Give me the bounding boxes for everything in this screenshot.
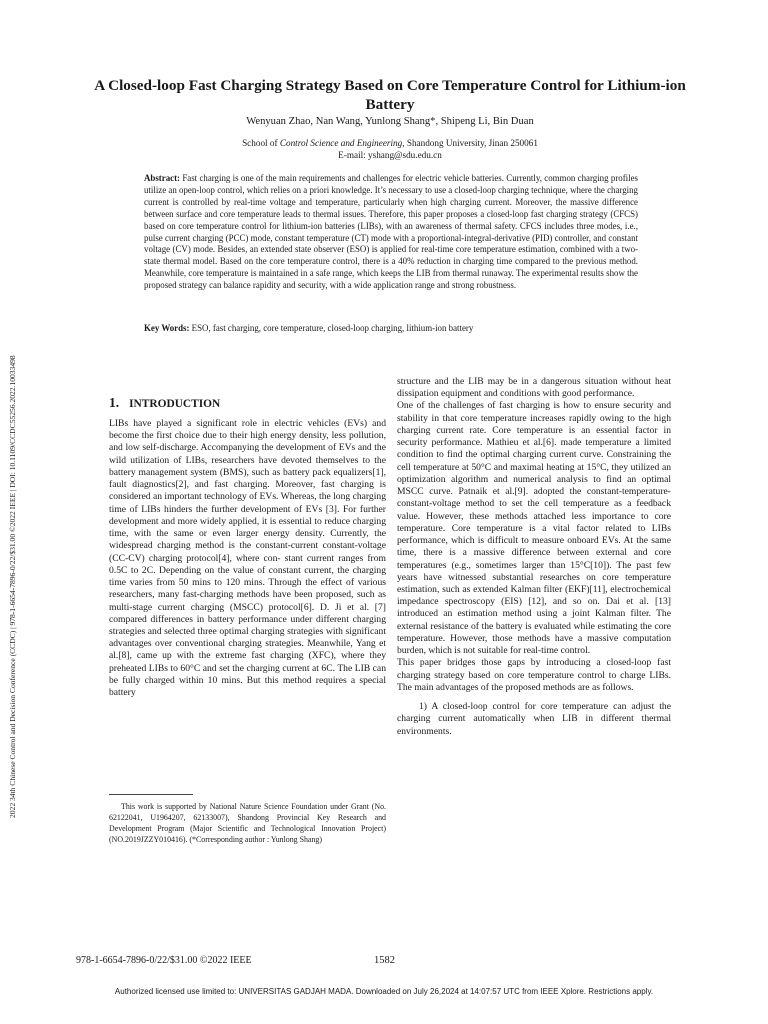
keywords: [144, 323, 638, 333]
abstract: [144, 173, 638, 292]
keywords-text: ESO, fast charging, core temperature, closed-loop charging, lithium-ion battery: [189, 323, 474, 333]
page-number: 1582: [374, 955, 395, 966]
paragraph: structure and the LIB may be in a dangerous situation without heat dissipation equipment and conditions with good performance.: [397, 376, 671, 400]
abstract-text: Fast charging is one of the main requirements and challenges for electric vehicle batteries. Currently, common charging profiles utilize an open-loop control, which relies on a priori knowledge. It’s necessary to use a closed-loop charging technique, where the charging current is controlled by real-time voltage and temperature, particularly when high charging current. Moreover, the massive difference between surface and core temperature leads to thermal issues. Therefore, this paper proposes a closed-loop fast charging strategy (CFCS) based on core temperature control for lithium-ion batteries (LIBs), with an awareness of thermal safety. CFCS includes three modes, i.e., pulse current charging (PCC) mode, constant temperature (CT) mode with a proportional-integral-derivative (PID) controller, and constant voltage (CV) mode. Besides, an extended state observer (ESO) is applied for real-time core temperature estimation, combined with a two-state thermal model. Based on the core temperature control, there is a 40% reduction in charging time compared to the previous method. Meanwhile, core temperature is maintained in a safe range, which keeps the LIB from thermal runaway. The experimental results show the proposed strategy can balance rapidity and security, with a wide application range and strong robustness.: [144, 173, 638, 291]
abstract-label: Abstract:: [144, 173, 180, 183]
paragraph: LIBs have played a significant role in electric vehicles (EVs) and become the first choice due to their high energy density, less pollution, and low self-discharge. Accompanying the development of EVs and the wild utilization of LIBs, researchers have devoted themselves to the battery management system (BMS), such as battery pack equalizers[1], fault diagnostics[2], and fast charging. Moreover, fast charging is considered an important technology of EVs. Whereas, the long charging time of LIBs hinders the further development of EVs [3]. For further development and more widely applied, it is essential to reduce charging time, with the same or even larger energy density. Currently, the widespread charging method is the constant-current constant-voltage (CC-CV) charging protocol[4], where con- stant current ranges from 0.5C to 2C. Depending on the value of constant current, the charging time varies from 50 mins to 120 mins. Through the effect of various researchers, many fast-charging methods have been proposed, such as multi-stage current charging (MSCC) protocol[6]. D. Ji et al. [7] compared differences in battery performance under different charging strategies and selected three optimal charging strategies with significant advantages over conventional charging strategies. Meanwhile, Yang et al.[8], came up with the extreme fast charging (XFC), where they preheated LIBs to 60°C and set the charging current at 6C. The LIB can be fully charged within 10 mins. But this method requires a special battery: [109, 418, 386, 699]
section-title: INTRODUCTION: [129, 398, 221, 410]
left-column: [109, 418, 386, 699]
section-number: 1.: [109, 395, 120, 410]
affiliation: [80, 137, 700, 149]
affiliation-department: Control Science and Engineering: [279, 138, 403, 148]
license-note: Authorized licensed use limited to: UNIVERSITAS GADJAH MADA. Downloaded on July 26,2024 at 14:07:57 UTC from IEEE Xplore. Restrictions apply.: [114, 987, 654, 996]
keywords-label: Key Words:: [144, 323, 190, 333]
email: E-mail: yshang@sdu.edu.cn: [338, 150, 442, 160]
section-heading: [109, 395, 220, 411]
paragraph: One of the challenges of fast charging is how to ensure security and stability in that core temperature increases rapidly owing to the high charging current rate. Core temperature is an essential factor in security performance. Mathieu et al.[6]. made temperature a limited condition to find the optimal charging current curve. Constraining the cell temperature at 50°C and maximal heating at 15°C, they utilized an optimization algorithm and numerical analysis to find an optimal MSCC curve. Patnaik et al.[9]. adopted the constant-temperature-constant-voltage method to set the cell temperature as a feedback value. However, these methods attached less importance to core temperature. Core temperature is a vital factor related to LIBs performance, which is difficult to measure onboard EVs. At the same time, there is a massive difference between external and core temperatures (e.g., sometimes larger than 15°C[10]). The past few years have witnessed substantial researches on core temperature estimation, such as extended Kalman filter (EKF)[11], electrochemical impedance spectroscopy (EIS) [12], and so on. Dai et al. [13] introduced an estimation method using a joint Kalman filter. The external resistance of the battery is evaluated while estimating the core temperature. However, those methods have a massive computation burden, which is not suitable for real-time control.: [397, 400, 671, 657]
list-item: 1) A closed-loop control for core temperature can adjust the charging current automatically when LIB in different thermal environments.: [397, 701, 671, 737]
paper-title: A Closed-loop Fast Charging Strategy Based on Core Temperature Control for Lithium-ion Battery: [94, 77, 686, 113]
footer-copyright: 978-1-6654-7896-0/22/$31.00 ©2022 IEEE: [76, 955, 252, 966]
paragraph: This paper bridges those gaps by introducing a closed-loop fast charging strategy based on core temperature control to charge LIBs. The main advantages of the proposed methods are as follows.: [397, 657, 671, 693]
author-list: Wenyuan Zhao, Nan Wang, Yunlong Shang*, Shipeng Li, Bin Duan: [246, 116, 534, 127]
footnote: This work is supported by National Nature Science Foundation under Grant (No. 62122041, U1964207, 62133007), Shandong Provincial Key Research and Development Program (Major Scientific and Technological Innovation Project) (NO.2019JZZY010416). (*Corresponding author : Yunlong Shang): [109, 802, 386, 844]
affiliation-prefix: School of: [242, 138, 280, 148]
doi-sidebar: [2, 208, 17, 818]
affiliation-block: [80, 137, 700, 161]
right-column: [397, 376, 671, 738]
affiliation-suffix: , Shandong University, Jinan 250061: [402, 138, 538, 148]
doi-sidebar-text: 2022 34th Chinese Control and Decision Conference (CCDC) | 978-1-6654-7896-0/22/$31.00 ©2022 IEEE | DOI: 10.1109/CCDC55256.2022.10033498: [8, 355, 17, 818]
footnote-rule: [109, 794, 193, 795]
